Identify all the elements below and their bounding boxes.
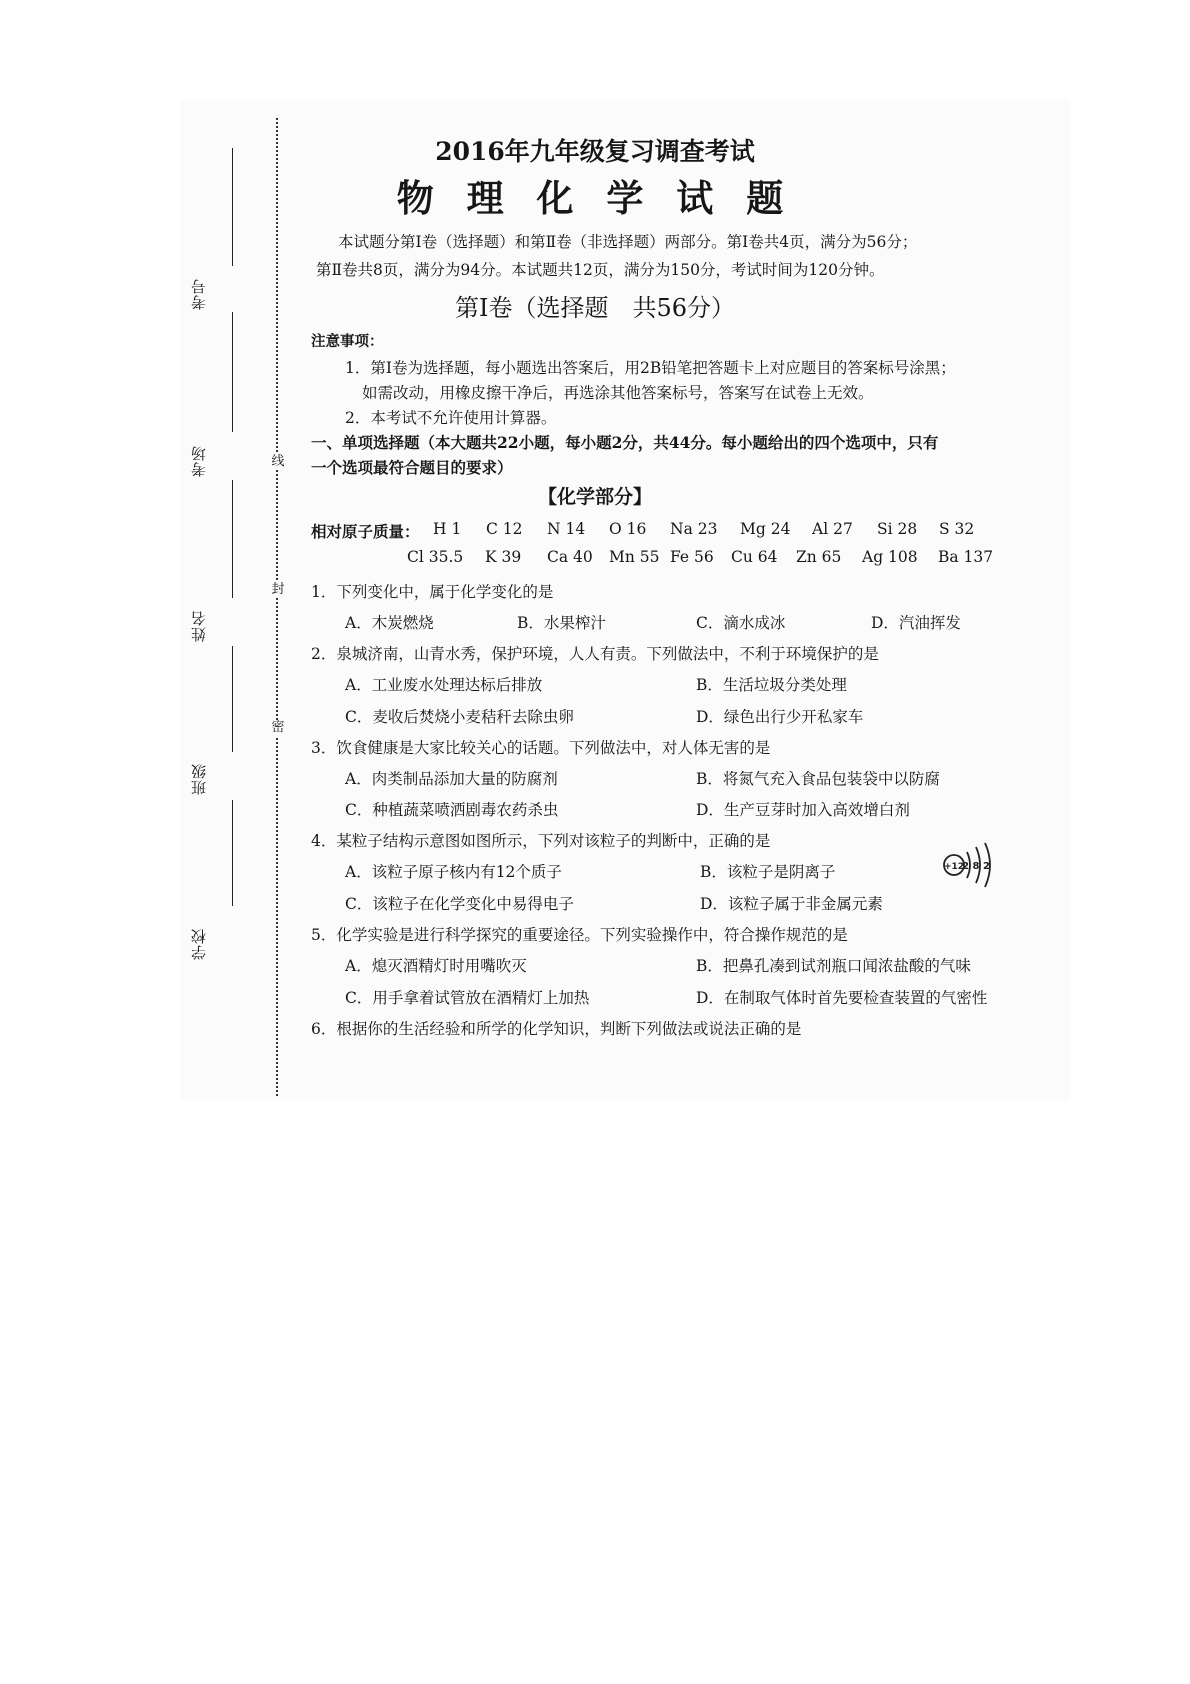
atomic-mass-item: S 32: [939, 520, 975, 538]
school-field: 学校: [190, 928, 208, 960]
question-4-option-b: B．该粒子是阴离子: [700, 863, 836, 881]
question-4-option-d: D．该粒子属于非金属元素: [700, 895, 883, 913]
question-4-stem: 4．某粒子结构示意图如图所示，下列对该粒子的判断中，正确的是: [311, 832, 771, 850]
atomic-mass-item: Cl 35.5: [407, 548, 464, 566]
part1-instruction-1: 一、单项选择题（本大题共22小题，每小题2分，共44分。每小题给出的四个选项中，只有: [311, 433, 939, 452]
question-5-option-c: C．用手拿着试管放在酒精灯上加热: [345, 989, 590, 1007]
question-3-option-a: A．肉类制品添加大量的防腐剂: [345, 770, 558, 788]
question-2-option-d: D．绿色出行少开私家车: [696, 708, 864, 726]
question-1-option-c: C．滴水成冰: [696, 614, 786, 632]
exam-number-field: 考号: [190, 278, 208, 310]
name-field: 姓名: [190, 610, 208, 642]
question-1-option-a: A．木炭燃烧: [345, 614, 434, 632]
name-line: [232, 646, 233, 752]
volume-heading: 第Ⅰ卷（选择题 共56分）: [454, 294, 736, 322]
atomic-mass-item: Mg 24: [740, 520, 791, 538]
question-5-option-d: D．在制取气体时首先要检查装置的气密性: [696, 989, 988, 1007]
class-field: 班级: [190, 763, 208, 795]
question-2-option-a: A．工业废水处理达标后排放: [345, 676, 543, 694]
part1-instruction-2: 一个选项最符合题目的要求）: [311, 458, 513, 477]
question-2-stem: 2．泉城济南，山青水秀，保护环境，人人有责。下列做法中，不利于环境保护的是: [311, 645, 879, 663]
question-4-option-a: A．该粒子原子核内有12个质子: [345, 863, 562, 881]
shell-electron-counts: 2 8 2: [962, 861, 990, 872]
question-3-option-c: C．种植蔬菜喷洒剧毒农药杀虫: [345, 801, 559, 819]
atomic-mass-item: Ba 137: [938, 548, 994, 566]
exam-number-line-2: [232, 312, 233, 432]
atomic-mass-item: Na 23: [670, 520, 718, 538]
atomic-mass-item: Fe 56: [670, 548, 714, 566]
note-1b: 如需改动，用橡皮擦干净后，再选涂其他答案标号，答案写在试卷上无效。: [362, 384, 874, 402]
question-5-option-a: A．熄灭酒精灯时用嘴吹灭: [345, 957, 527, 975]
exam-room-field: 考场: [190, 445, 208, 477]
question-3-option-d: D．生产豆芽时加入高效增白剂: [696, 801, 910, 819]
question-6-stem: 6．根据你的生活经验和所学的化学知识，判断下列做法或说法正确的是: [311, 1020, 802, 1038]
question-5-option-b: B．把鼻孔凑到试剂瓶口闻浓盐酸的气味: [696, 957, 971, 975]
question-2-option-b: B．生活垃圾分类处理: [696, 676, 847, 694]
exam-title: 2016年九年级复习调查考试: [435, 137, 755, 166]
chemistry-section-heading: 【化学部分】: [537, 486, 652, 508]
atomic-mass-item: N 14: [547, 520, 586, 538]
particle-structure-diagram: [942, 838, 996, 892]
intro-line-2: 第Ⅱ卷共8页，满分为94分。本试题共12页，满分为150分，考试时间为120分钟。: [316, 261, 885, 279]
atomic-mass-item: Zn 65: [796, 548, 842, 566]
intro-line-1: 本试题分第Ⅰ卷（选择题）和第Ⅱ卷（非选择题）两部分。第Ⅰ卷共4页，满分为56分；: [338, 233, 918, 251]
cut-mark-mi: 密: [271, 720, 285, 735]
atomic-mass-item: K 39: [485, 548, 522, 566]
nucleus-charge: +12: [943, 862, 965, 872]
atomic-mass-label: 相对原子质量：: [311, 522, 420, 541]
note-2: 2．本考试不允许使用计算器。: [345, 409, 557, 427]
atomic-mass-item: O 16: [609, 520, 647, 538]
atomic-mass-item: Mn 55: [609, 548, 660, 566]
note-1a: 1．第Ⅰ卷为选择题，每小题选出答案后，用2B铅笔把答题卡上对应题目的答案标号涂黑；: [345, 359, 956, 377]
question-3-option-b: B．将氮气充入食品包装袋中以防腐: [696, 770, 940, 788]
atomic-mass-item: Si 28: [877, 520, 918, 538]
atomic-mass-item: C 12: [486, 520, 523, 538]
atomic-mass-item: Cu 64: [731, 548, 778, 566]
seal-cut-line: [276, 118, 278, 1096]
question-1-stem: 1．下列变化中，属于化学变化的是: [311, 583, 554, 601]
atomic-mass-item: Ag 108: [862, 548, 918, 566]
atomic-mass-item: Al 27: [812, 520, 853, 538]
cut-mark-feng: 封: [271, 582, 285, 597]
class-line: [232, 800, 233, 906]
question-2-option-c: C．麦收后焚烧小麦秸秆去除虫卵: [345, 708, 574, 726]
cut-mark-xian: 线: [271, 454, 285, 469]
atomic-mass-item: Ca 40: [547, 548, 593, 566]
question-1-option-d: D．汽油挥发: [871, 614, 961, 632]
atomic-mass-item: H 1: [433, 520, 462, 538]
question-4-option-c: C．该粒子在化学变化中易得电子: [345, 895, 574, 913]
question-1-option-b: B．水果榨汁: [517, 614, 606, 632]
notes-heading: 注意事项：: [311, 333, 384, 350]
question-3-stem: 3．饮食健康是大家比较关心的话题。下列做法中，对人体无害的是: [311, 739, 771, 757]
question-5-stem: 5．化学实验是进行科学探究的重要途径。下列实验操作中，符合操作规范的是: [311, 926, 848, 944]
exam-subtitle: 物 理 化 学 试 题: [396, 176, 794, 220]
